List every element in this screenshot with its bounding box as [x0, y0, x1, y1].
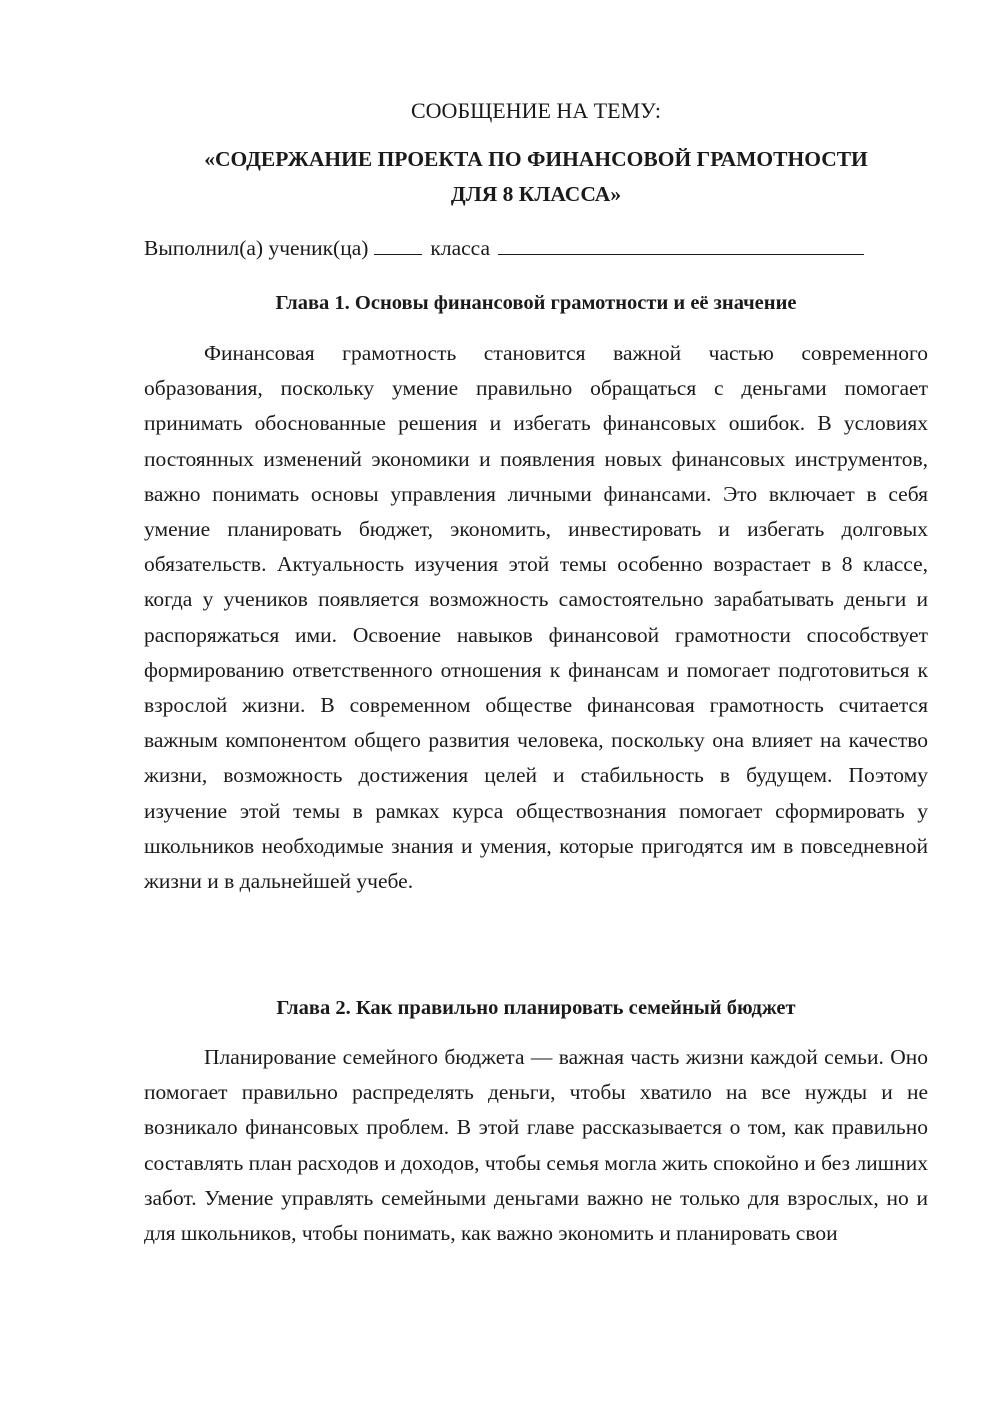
author-line — [144, 233, 928, 263]
class-number-blank — [374, 234, 422, 255]
chapter-1-title: Глава 1. Основы финансовой грамотности и её значение — [275, 292, 797, 314]
document-title-line-1: «СОДЕРЖАНИЕ ПРОЕКТА ПО ФИНАНСОВОЙ ГРАМОТНОСТИ — [204, 147, 868, 171]
class-label: класса — [430, 236, 491, 260]
class-name-blank — [498, 234, 864, 255]
document-title-line-2: ДЛЯ 8 КЛАССА» — [450, 182, 622, 206]
document-header: СООБЩЕНИЕ НА ТЕМУ: — [411, 98, 661, 123]
chapter-2-paragraph: Планирование семейного бюджета — важная часть жизни каждой семьи. Оно помогает правильно распределять деньги, чтобы хватило на все нужды и не возникало финансовых проблем. В этой главе рассказывается о том, как правильно составлять план расходов и доходов, чтобы семья могла жить спокойно и без лишних забот. Умение управлять семейными деньгами важно не только для взрослых, но и для школьников, чтобы понимать, как важно экономить и планировать свои — [144, 1045, 928, 1246]
author-label: Выполнил(а) ученик(ца) — [144, 236, 369, 260]
chapter-2-title: Глава 2. Как правильно планировать семейный бюджет — [276, 997, 796, 1019]
chapter-1-paragraph: Финансовая грамотность становится важной частью современного образования, поскольку умение правильно обращаться с деньгами помогает принимать обоснованные решения и избегать финансовых ошибок. В условиях постоянных изменений экономики и появления новых финансовых инструментов, важно понимать основы управления личными финансами. Это включает в себя умение планировать бюджет, экономить, инвестировать и избегать долговых обязательств. Актуальность изучения этой темы особенно возрастает в 8 классе, когда у учеников появляется возможность самостоятельно зарабатывать деньги и распоряжаться ими. Освоение навыков финансовой грамотности способствует формированию ответственного отношения к финансам и помогает подготовиться к взрослой жизни. В современном обществе финансовая грамотность считается важным компонентом общего развития человека, поскольку она влияет на качество жизни, возможность достижения целей и стабильность в будущем. Поэтому изучение этой темы в рамках курса обществознания помогает сформировать у школьников необходимые знания и умения, которые пригодятся им в повседневной жизни и в дальнейшей учебе. — [144, 341, 928, 894]
